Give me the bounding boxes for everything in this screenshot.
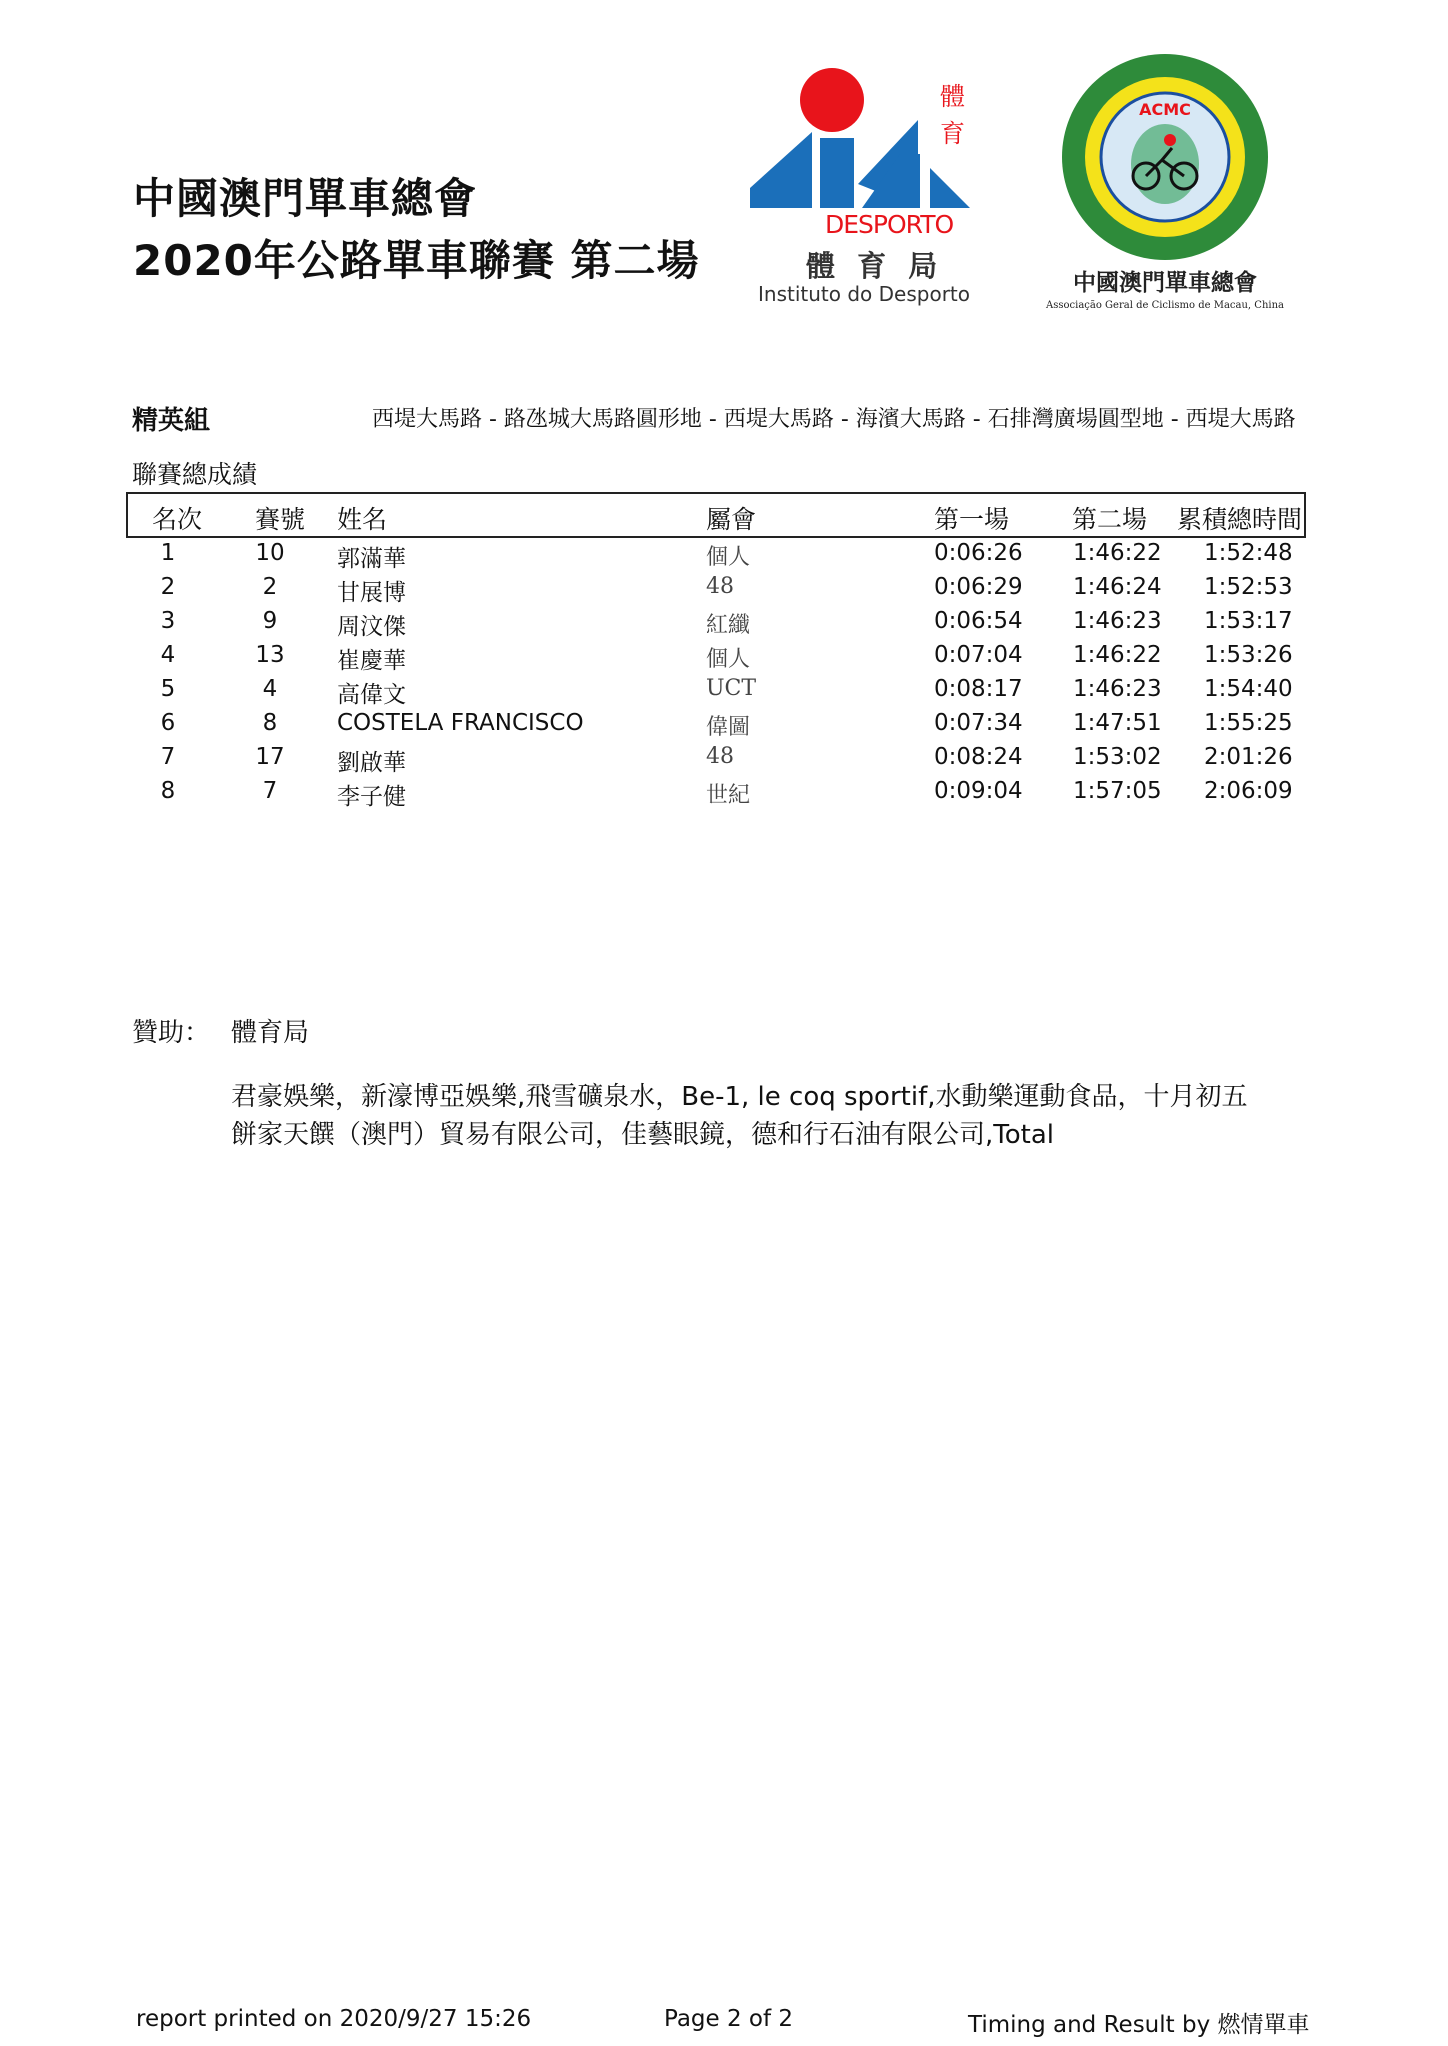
cell-race1: 0:06:54 bbox=[934, 608, 1023, 634]
cell-bib: 10 bbox=[255, 540, 285, 566]
cell-name: 李子健 bbox=[337, 784, 406, 810]
cell-race1: 0:06:26 bbox=[934, 540, 1023, 566]
sponsor-list-line2: 餅家天饌（澳門）貿易有限公司，佳藝眼鏡，德和行石油有限公司,Total bbox=[231, 1120, 1054, 1150]
section-title: 聯賽總成績 bbox=[132, 460, 258, 489]
cell-race2: 1:47:51 bbox=[1073, 710, 1162, 736]
table-row bbox=[0, 608, 1448, 642]
cell-name: 崔慶華 bbox=[337, 648, 406, 674]
cell-race2: 1:53:02 bbox=[1073, 744, 1162, 770]
main-sponsor: 體育局 bbox=[231, 1018, 310, 1048]
cell-race1: 0:09:04 bbox=[934, 778, 1023, 804]
cell-race2: 1:46:23 bbox=[1073, 608, 1162, 634]
table-row bbox=[0, 744, 1448, 778]
table-row bbox=[0, 540, 1448, 574]
cell-rank: 1 bbox=[160, 540, 176, 566]
header-race2: 第二場 bbox=[1072, 505, 1148, 534]
category-label: 精英組 bbox=[132, 406, 211, 436]
desporto-logo bbox=[750, 58, 990, 308]
table-row bbox=[0, 676, 1448, 710]
cell-total: 2:01:26 bbox=[1204, 744, 1293, 770]
cell-club: 個人 bbox=[706, 545, 751, 570]
cell-bib: 4 bbox=[262, 676, 278, 702]
cell-bib: 17 bbox=[255, 744, 285, 770]
cell-race2: 1:46:22 bbox=[1073, 540, 1162, 566]
desporto-chinese-name: 體 育 局 bbox=[806, 249, 944, 283]
cell-rank: 5 bbox=[160, 676, 176, 702]
cell-bib: 2 bbox=[262, 574, 278, 600]
results-table-body bbox=[0, 540, 1448, 820]
cell-rank: 3 bbox=[160, 608, 176, 634]
cell-club: 偉圖 bbox=[706, 715, 751, 740]
cell-total: 1:52:53 bbox=[1204, 574, 1293, 600]
cell-bib: 8 bbox=[262, 710, 278, 736]
cell-total: 1:55:25 bbox=[1204, 710, 1293, 736]
footer-timing-credit: Timing and Result by 燃情單車 bbox=[968, 2012, 1310, 2038]
cell-total: 2:06:09 bbox=[1204, 778, 1293, 804]
cell-club: UCT bbox=[706, 676, 757, 701]
cell-race2: 1:46:22 bbox=[1073, 642, 1162, 668]
cell-total: 1:53:26 bbox=[1204, 642, 1293, 668]
footer-page-number: Page 2 of 2 bbox=[664, 2006, 794, 2032]
cell-race2: 1:46:24 bbox=[1073, 574, 1162, 600]
acmc-logo bbox=[1040, 52, 1290, 322]
header-club: 屬會 bbox=[706, 505, 757, 534]
acmc-cycling-badge-icon bbox=[1040, 52, 1290, 262]
header-rank: 名次 bbox=[152, 505, 203, 534]
cell-rank: 7 bbox=[160, 744, 176, 770]
cell-name: 劉啟華 bbox=[337, 750, 406, 776]
sponsor-list-line1: 君豪娛樂，新濠博亞娛樂,飛雪礦泉水，Be-1, le coq sportif,水動樂運動食品，十月初五 bbox=[231, 1082, 1248, 1112]
cell-bib: 13 bbox=[255, 642, 285, 668]
cell-name: 周汶傑 bbox=[337, 614, 406, 640]
acmc-badge-abbr: ACMC bbox=[1139, 100, 1191, 119]
cell-race1: 0:07:34 bbox=[934, 710, 1023, 736]
cell-race1: 0:07:04 bbox=[934, 642, 1023, 668]
table-row bbox=[0, 710, 1448, 744]
cell-club: 世紀 bbox=[706, 783, 751, 808]
cell-club: 紅纖 bbox=[706, 613, 751, 638]
cell-rank: 4 bbox=[160, 642, 176, 668]
header-race1: 第一場 bbox=[934, 505, 1010, 534]
desporto-side-text: 體 育 bbox=[940, 82, 966, 148]
cell-rank: 8 bbox=[160, 778, 176, 804]
sponsor-label: 贊助： bbox=[132, 1018, 211, 1048]
cell-race2: 1:57:05 bbox=[1073, 778, 1162, 804]
cell-bib: 7 bbox=[262, 778, 278, 804]
cell-bib: 9 bbox=[262, 608, 278, 634]
cell-total: 1:53:17 bbox=[1204, 608, 1293, 634]
table-row bbox=[0, 642, 1448, 676]
cell-club: 48 bbox=[706, 574, 734, 599]
desporto-portuguese-name: Instituto do Desporto bbox=[758, 282, 970, 306]
header-bib: 賽號 bbox=[255, 505, 306, 534]
cell-total: 1:52:48 bbox=[1204, 540, 1293, 566]
desporto-brand: DESPORTO bbox=[825, 210, 954, 239]
acmc-portuguese-name: Associação Geral de Ciclismo de Macau, China bbox=[1046, 300, 1284, 311]
page-title: 中國澳門單車總會 bbox=[133, 174, 478, 223]
cell-name: COSTELA FRANCISCO bbox=[337, 710, 584, 736]
cell-club: 個人 bbox=[706, 647, 751, 672]
table-row bbox=[0, 778, 1448, 812]
acmc-chinese-name: 中國澳門單車總會 bbox=[1073, 269, 1257, 296]
cell-total: 1:54:40 bbox=[1204, 676, 1293, 702]
cell-name: 郭滿華 bbox=[337, 546, 406, 572]
cell-name: 甘展博 bbox=[337, 580, 406, 606]
header-name: 姓名 bbox=[337, 505, 388, 534]
cell-race2: 1:46:23 bbox=[1073, 676, 1162, 702]
event-title: 2020年公路單車聯賽 第二場 bbox=[133, 236, 700, 285]
route-description: 西堤大馬路 - 路氹城大馬路圓形地 - 西堤大馬路 - 海濱大馬路 - 石排灣廣場圓型地 - 西堤大馬路 bbox=[372, 407, 1296, 432]
cell-name: 高偉文 bbox=[337, 682, 406, 708]
cell-race1: 0:06:29 bbox=[934, 574, 1023, 600]
cell-race1: 0:08:17 bbox=[934, 676, 1023, 702]
table-row bbox=[0, 574, 1448, 608]
cell-rank: 6 bbox=[160, 710, 176, 736]
cell-rank: 2 bbox=[160, 574, 176, 600]
cell-race1: 0:08:24 bbox=[934, 744, 1023, 770]
cell-club: 48 bbox=[706, 744, 734, 769]
header-total: 累積總時間 bbox=[1177, 505, 1303, 534]
footer-print-date: report printed on 2020/9/27 15:26 bbox=[136, 2006, 532, 2032]
